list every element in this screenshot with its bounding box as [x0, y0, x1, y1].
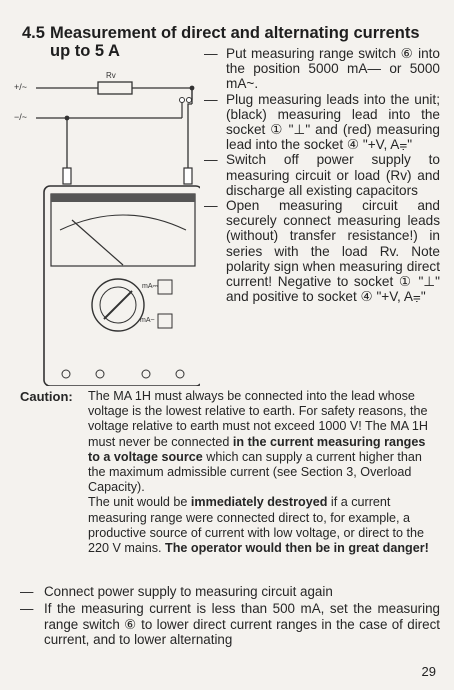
instruction-step-1: — Put measuring range switch ⑥ into the position 5000 mA— or 5000 mA~. — [204, 46, 440, 92]
caution-label: Caution: — [20, 389, 73, 404]
caution-paragraph-1: The MA 1H must always be connected into the lead whose voltage is the lowest relative to earth. For safety reasons, the voltage relative to earth must not exceed 1000 V! The MA 1H must never be connected in the current measuring ranges to a voltage source which can supply a current higher than the maximum admissible current (see Section 3, Overload Capacity). — [88, 389, 428, 495]
resistor-label: Rv — [106, 71, 116, 80]
meter-window — [51, 194, 195, 266]
socket — [96, 370, 104, 378]
bottom-step-1: — Connect power supply to measuring circuit again — [20, 584, 440, 599]
section-title-line1: Measurement of direct and alternating currents — [50, 24, 420, 42]
terminal-plus-label: +/~ — [14, 82, 28, 92]
terminal-minus-label: −/~ — [14, 112, 28, 122]
instruction-list — [204, 46, 440, 304]
caution-block — [20, 389, 440, 556]
socket — [142, 370, 150, 378]
ma-ac-label: mA~ — [140, 317, 155, 324]
section-title-line2: up to 5 A — [50, 42, 120, 60]
socket — [176, 370, 184, 378]
instruction-step-2: — Plug measuring leads into the unit; (black) measuring lead into the socket ① "⊥" and (red) measuring lead into the socket ④ "+V, A⩦" — [204, 92, 440, 153]
connection-diagram — [14, 60, 200, 386]
open-circuit-terminal — [180, 98, 185, 103]
lead-plug — [63, 168, 71, 184]
lead-plug — [184, 168, 192, 184]
bottom-step-2: — If the measuring current is less than 500 mA, set the measuring range switch ⑥ to lower direct current ranges in the case of direct current, and to lower alternating — [20, 601, 440, 647]
instruction-step-3: — Switch off power supply to measuring circuit or load (Rv) and discharge all existing capacitors — [204, 152, 440, 198]
ma-dc-label: mA⎓ — [142, 283, 159, 290]
page-number: 29 — [421, 664, 436, 679]
bottom-instruction-list — [20, 584, 440, 650]
caution-paragraph-2: The unit would be immediately destroyed if a current measuring range were connected direct to, for example, a productive source of current with low voltage, or direct to the 220 V mains. The operator would then be in great danger! — [88, 495, 429, 556]
section-number: 4.5 — [22, 24, 45, 42]
socket — [62, 370, 70, 378]
instruction-step-4: — Open measuring circuit and securely connect measuring leads (without) transfer resistance!) in series with the load Rv. Note polarity sign when measuring direct current! Negative to socket ① "⊥" and positive to socket ④ "+V, A⩦" — [204, 198, 440, 304]
open-circuit-terminal — [187, 98, 192, 103]
load-resistor — [98, 82, 132, 94]
